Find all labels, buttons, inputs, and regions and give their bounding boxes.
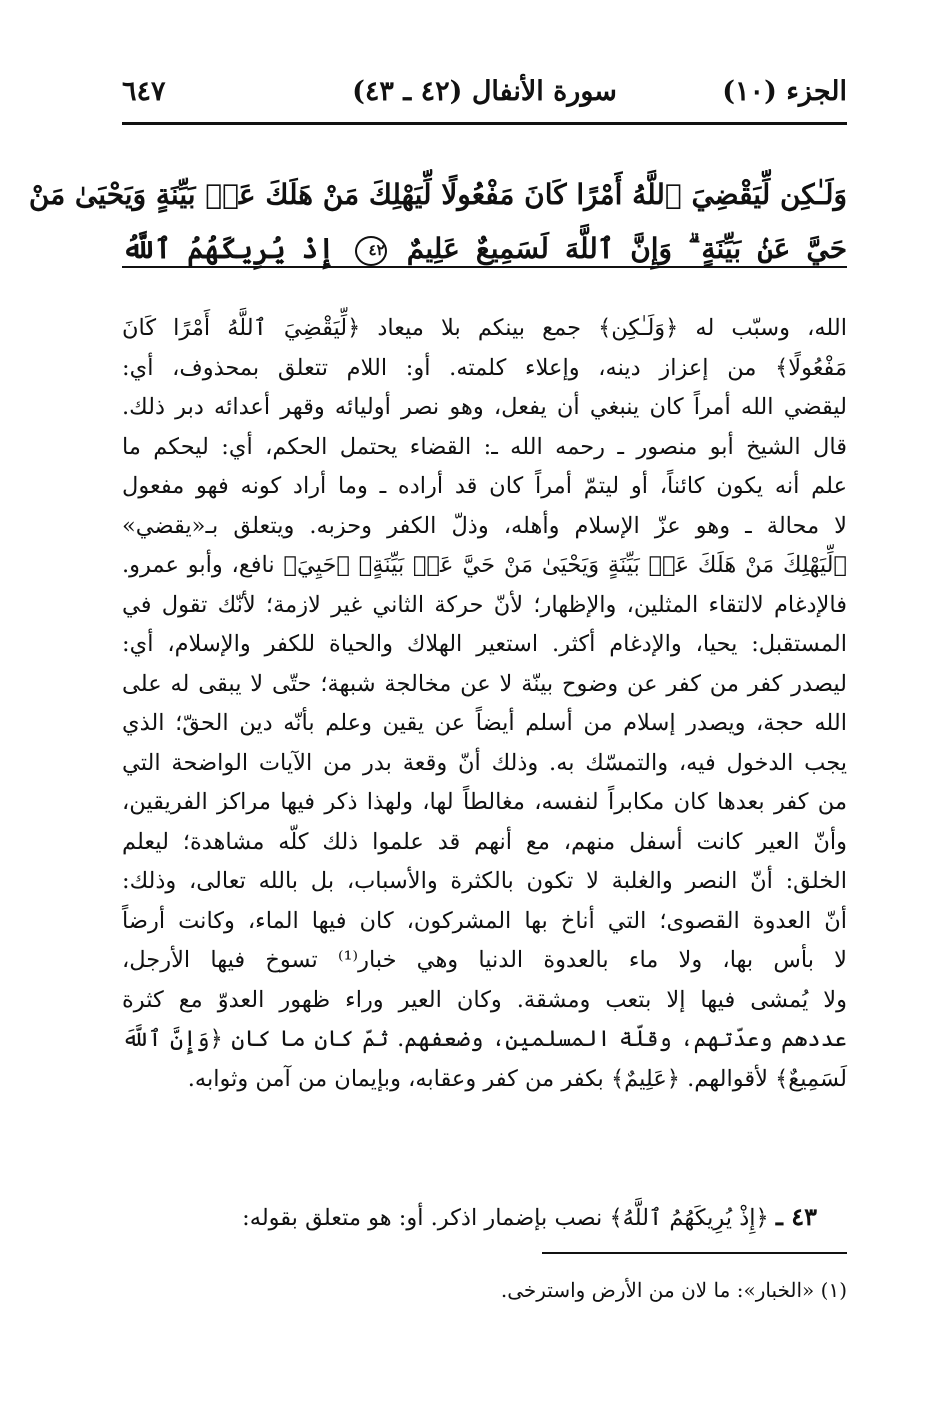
header-rule bbox=[122, 122, 847, 125]
tafsir-line: مَفْعُولًا﴾ من إعزاز دينه، وإعلاء كلمته. أو: اللام تتعلق بمحذوف، أي: bbox=[122, 354, 847, 381]
footnote-rule bbox=[542, 1252, 847, 1254]
tafsir-line: عددهم وعدّتهم، وقلّة المسلمين، وضعفهم. ثمّ كان ما كان ﴿وَإِنَّ ٱللَّهَ bbox=[122, 1026, 847, 1052]
tafsir-line: الله، وسبّب له ﴿وَلَـٰكِن﴾ جمع بينكم بلا ميعاد ﴿لِّيَقْضِيَ ٱللَّهُ أَمْرًا كَانَ bbox=[122, 315, 847, 341]
tafsir-line: يجب الدخول فيه، والتمسّك به. وذلك أنّ وقعة بدر من الآيات الواضحة التي bbox=[122, 749, 847, 776]
tafsir-line: قال الشيخ أبو منصور ـ رحمه الله ـ: القضاء يحتمل الحكم، أي: ليحكم ما bbox=[122, 433, 847, 460]
ayah-marker: ٤٢ bbox=[355, 236, 387, 266]
footnote: (١) «الخبار»: ما لان من الأرض واسترخى. bbox=[500, 1278, 847, 1302]
page-number: ٦٤٧ bbox=[122, 76, 166, 107]
tafsir-line: الله حجة، ويصدر إسلام من أسلم أيضاً عن يقين وعلم بأنّه دين الحقّ؛ الذي bbox=[122, 710, 847, 736]
tafsir-line: أنّ العدوة القصوى؛ التي أناخ بها المشركون، كان فيها الماء، وكانت أرضاً bbox=[122, 907, 847, 934]
tafsir-line: فالإدغام لالتقاء المثلين، والإظهار؛ لأنّ حركة الثاني غير لازمة؛ لأنّك تقول في bbox=[122, 591, 847, 618]
tafsir-line: ليصدر كفر من كفر عن وضوح بينّة لا عن مخالجة شبهة؛ حتّى لا يبقى له على bbox=[122, 670, 847, 697]
tafsir-line: وأنّ العير كانت أسفل منهم، مع أنهم قد علموا ذلك كلّه مشاهدة؛ ليعلم bbox=[122, 828, 847, 855]
tafsir-line: من كفر بعدها كان مكابراً لنفسه، مغالطاً لها، ولهذا ذكر فيها مراكز الفريقين، bbox=[122, 789, 847, 815]
tafsir-line: ولا يُمشى فيها إلا بتعب ومشقة. وكان العير وراء ظهور العدوّ مع كثرة bbox=[122, 986, 847, 1013]
running-header bbox=[122, 76, 847, 120]
ayah-43-commentary bbox=[122, 1197, 847, 1238]
juz-label: الجزء (١٠) bbox=[722, 76, 847, 107]
quran-line-1: وَلَـٰكِن لِّيَقْضِيَ ٱللَّهُ أَمْرًا كَانَ مَفْعُولًا لِّيَهْلِكَ مَنْ هَلَكَ عَنۢ بَيِّنَةٍ وَيَحْيَىٰ مَنْ bbox=[28, 178, 847, 211]
quran-line-2a: حَيَّ عَنۢ بَيِّنَةٍ ۗ وَإِنَّ ٱللَّهَ لَسَمِيعٌ عَلِيمٌ bbox=[406, 232, 848, 265]
tafsir-line: علم أنه يكون كائناً، أو ليتمّ أمراً كان قد أراده ـ وما أراد كونه فهو مفعول bbox=[122, 473, 847, 499]
tafsir-line: ليقضي الله أمراً كان ينبغي أن يفعل، وهو نصر أوليائه وقهر أعدائه دبر ذلك. bbox=[122, 394, 847, 420]
quran-line-2b: إِذْ يُرِيكَهُمُ ٱللَّهُ bbox=[122, 232, 335, 265]
quran-verses bbox=[28, 168, 848, 276]
tafsir-line: لَسَمِيعٌ﴾ لأقوالهم. ﴿عَلِيمٌ﴾ بكفر من كفر وعقابه، وبإيمان من آمن وثوابه. bbox=[187, 1065, 847, 1092]
ayah-43-text: ﴿إِذْ يُرِيكَهُمُ ٱللَّهُ﴾ نصب بإضمار اذكر. أو: هو متعلق بقوله: bbox=[242, 1205, 769, 1231]
tafsir-line: المستقبل: يحيا، والإدغام أكثر. استعير الهلاك والحياة للكفر والإسلام، أي: bbox=[122, 631, 847, 657]
tafsir-line: لا محالة ـ وهو عزّ الإسلام وأهله، وذلّ الكفر وحزبه. ويتعلق بـ«يقضي» bbox=[122, 512, 847, 539]
verse-rule bbox=[122, 266, 847, 268]
tafsir-line: لا بأس بها، ولا ماء بالعدوة الدنيا وهي خبار⁽¹⁾ تسوخ فيها الأرجل، bbox=[122, 947, 847, 973]
surah-title: سورة الأنفال (٤٢ ـ ٤٣) bbox=[352, 76, 617, 107]
tafsir-body bbox=[122, 309, 847, 1099]
ayah-43-number: ٤٣ ـ bbox=[775, 1202, 817, 1231]
tafsir-line: الخلق: أنّ النصر والغلبة لا تكون بالكثرة والأسباب، بل بالله تعالى، وذلك: bbox=[122, 868, 847, 894]
tafsir-line: ﴿لِّيَهْلِكَ مَنْ هَلَكَ عَنۢ بَيِّنَةٍ وَيَحْيَىٰ مَنْ حَيَّ عَنۢ بَيِّنَةٍ﴾ ﴿حَيِيَ﴾ نافع، وأبو عمرو. bbox=[122, 552, 847, 578]
